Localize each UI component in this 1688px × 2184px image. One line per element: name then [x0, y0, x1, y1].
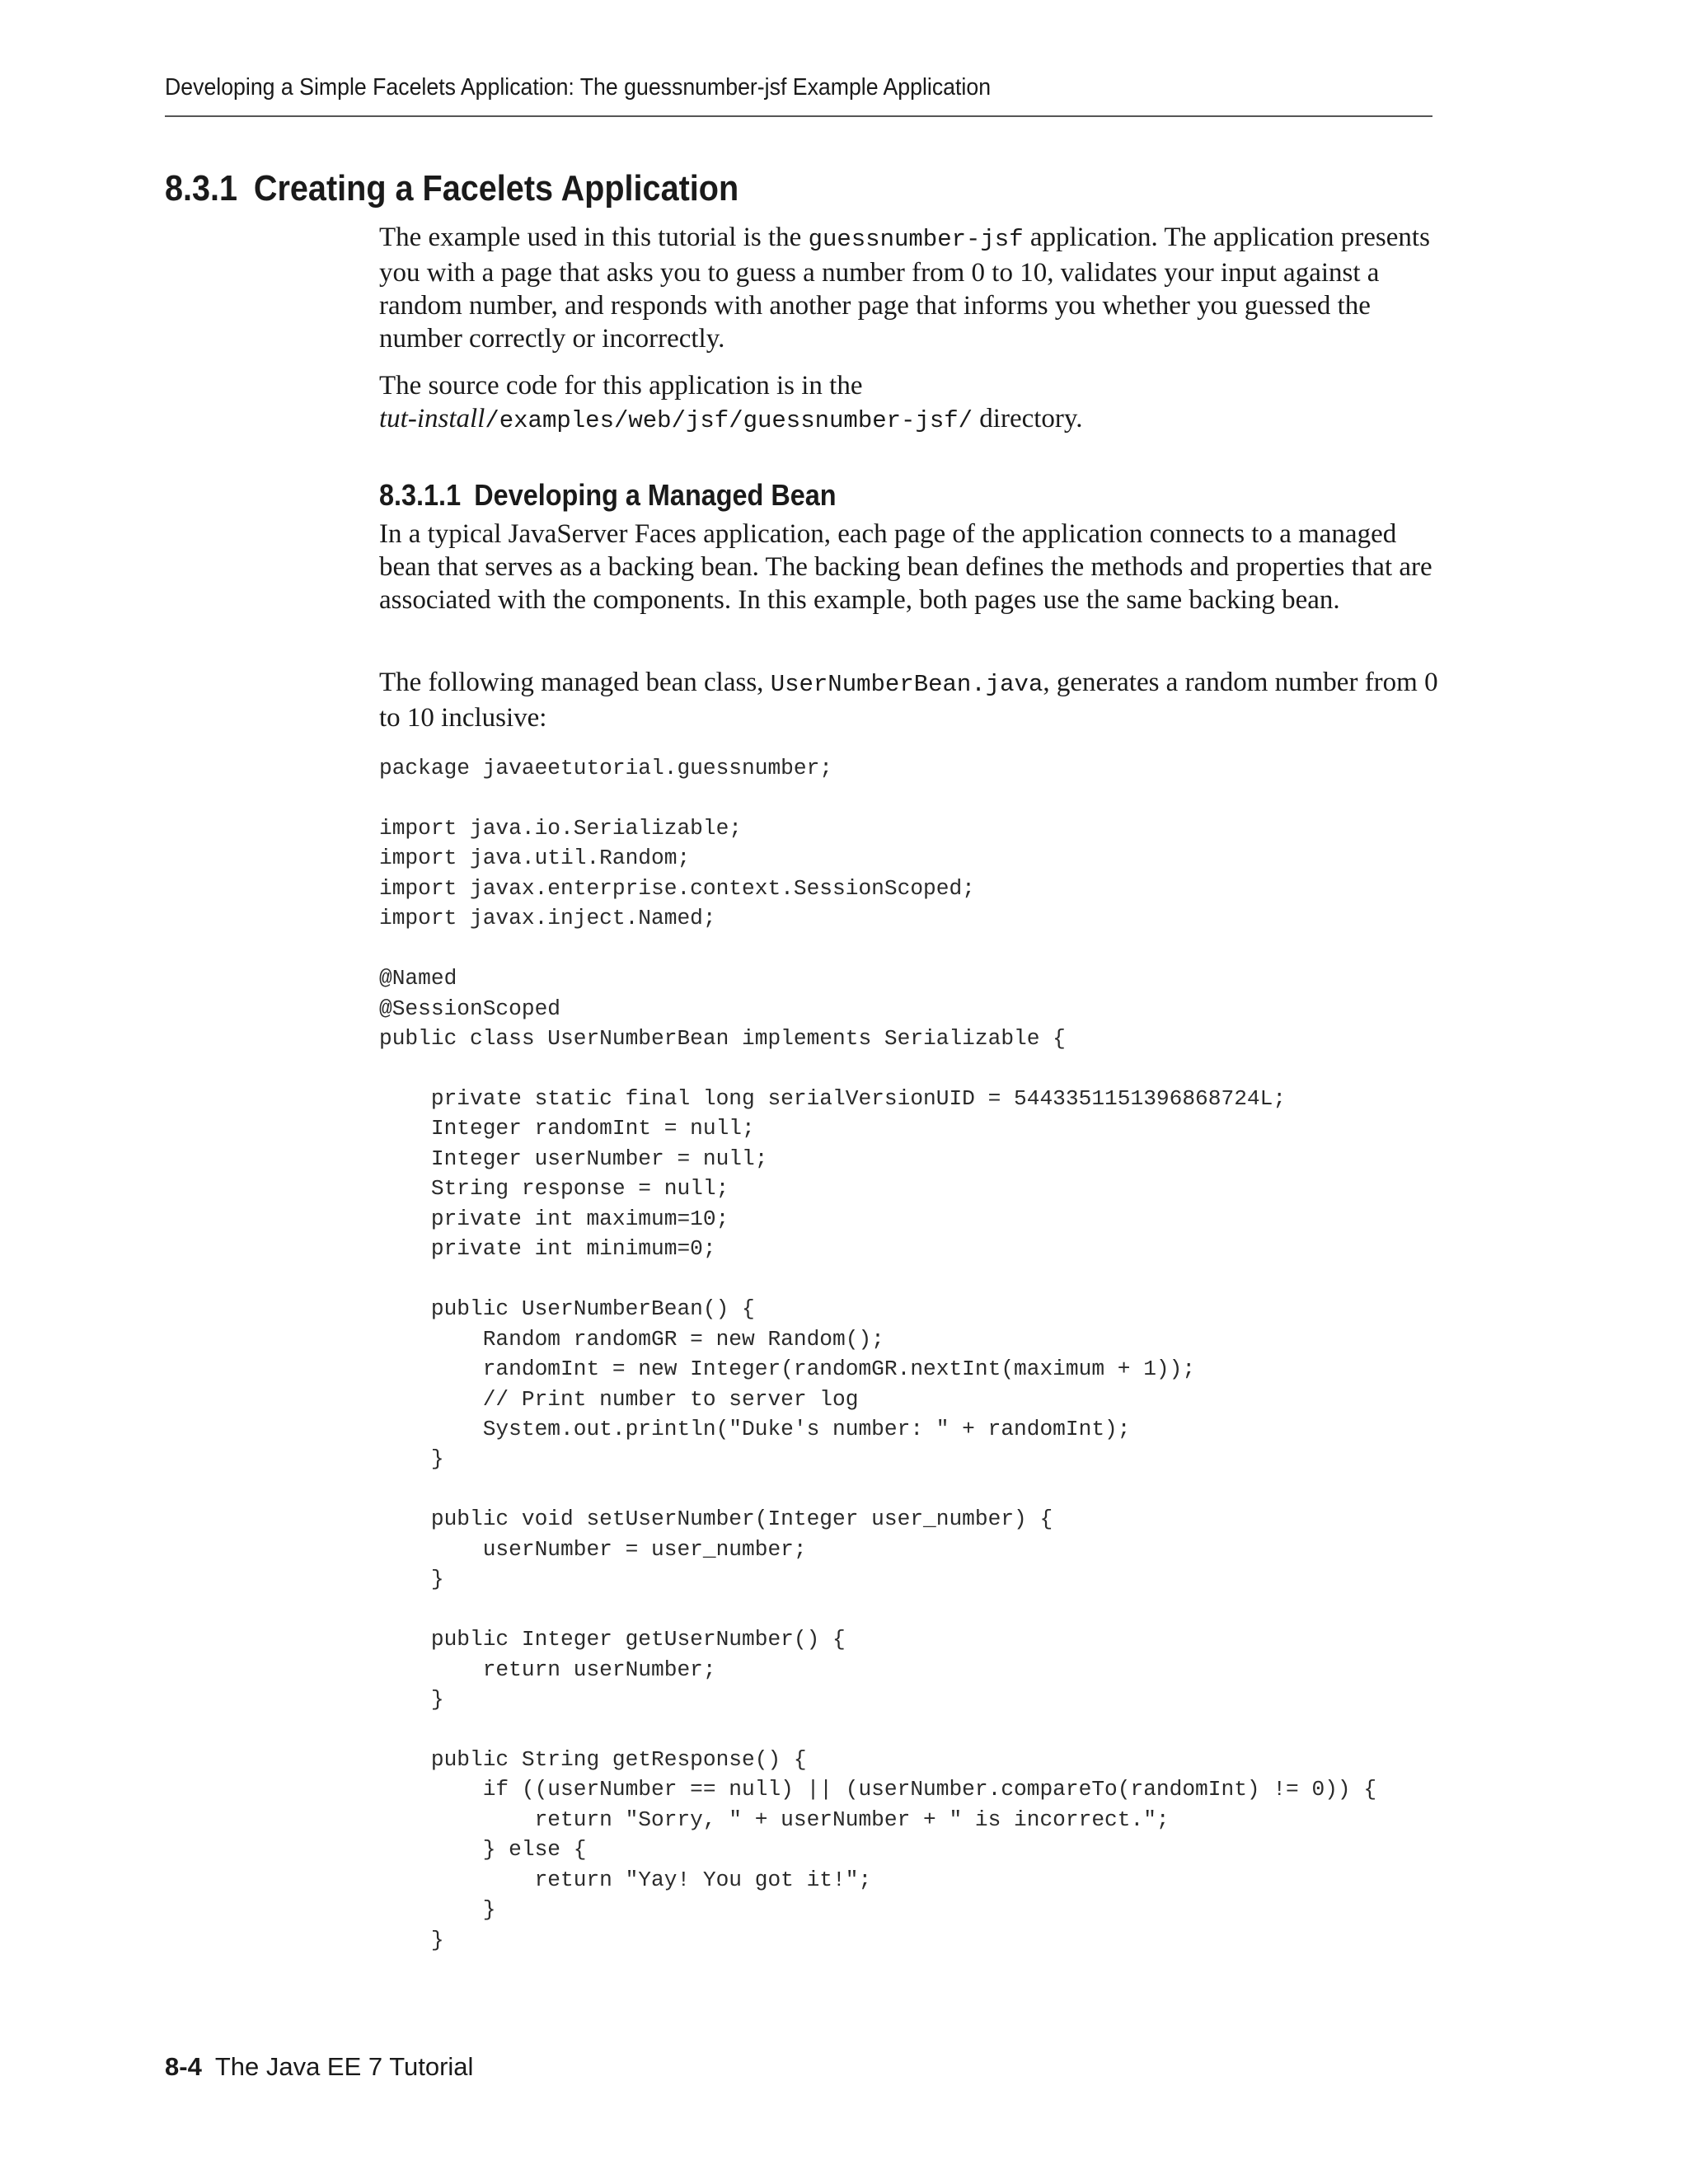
subsection-heading: [379, 478, 837, 513]
page-number: 8-4: [165, 2052, 202, 2081]
tut-install-italic: tut-install: [379, 404, 485, 434]
intro-p2-text-b: directory.: [973, 404, 1083, 434]
bean-paragraph-1: In a typical JavaServer Faces application, each page of the application connects to a managed bean that serves as a backing bean. The backing bean defines the methods and properties that are associated with the components. In this example, both pages use the same backing bean.: [379, 519, 1432, 615]
header-divider: [165, 115, 1432, 117]
book-title: The Java EE 7 Tutorial: [214, 2052, 474, 2081]
intro-paragraph-1: [379, 221, 1442, 355]
subsection-number: 8.3.1.1: [379, 478, 462, 512]
class-name-code: UserNumberBean.java: [770, 671, 1043, 698]
intro-paragraph-2: [379, 369, 1442, 438]
bean-p2-text-a: The following managed bean class,: [379, 668, 771, 697]
bean-p2-text-b: , generates a random number from 0 to 10 inclusive:: [379, 668, 1438, 733]
bean-paragraph-2: [379, 666, 1442, 734]
source-path-code: /examples/web/jsf/guessnumber-jsf/: [485, 407, 973, 434]
section-number: 8.3.1: [165, 168, 238, 209]
section-heading: [165, 168, 738, 209]
intro-p1-text-b: application. The application presents you with a page that asks you to guess a number from 0 to 10, validates your input against a random number, and responds with another page that informs you whether you guessed the number correctly or incorrectly.: [379, 223, 1430, 354]
subsection-title: Developing a Managed Bean: [474, 478, 837, 512]
running-header: Developing a Simple Facelets Application: The guessnumber-jsf Example Application: [165, 74, 992, 101]
section-title: Creating a Facelets Application: [253, 168, 739, 209]
app-name-code: guessnumber-jsf: [808, 226, 1024, 253]
intro-p1-text-a: The example used in this tutorial is the: [379, 223, 809, 252]
intro-p2-text-a: The source code for this application is in the: [379, 371, 863, 401]
code-listing: package javaeetutorial.guessnumber; import java.io.Serializable; import java.util.Random; import javax.enterprise.context.SessionScoped; import javax.inject.Named; @Named @SessionScoped public class UserNumberBean implements Serializable { private static final long serialVersionUID = 5443351151396868724L; Integer randomInt = null; Integer userNumber = null; String response = null; private int maximum=10; private int minimum=0; public UserNumberBean() { Random randomGR = new Random(); randomInt = new Integer(randomGR.nextInt(maximum + 1)); // Print number to server log System.out.println("Duke's number: " + randomInt); } public void setUserNumber(Integer user_number) { userNumber = user_number; } public Integer getUserNumber() { return userNumber; } public String getResponse() { if ((userNumber == null) || (userNumber.compareTo(randomInt) != 0)) { return "Sorry, " + userNumber + " is incorrect."; } else { return "Yay! You got it!"; } }: [379, 756, 1377, 1952]
page-footer: [165, 2052, 473, 2082]
